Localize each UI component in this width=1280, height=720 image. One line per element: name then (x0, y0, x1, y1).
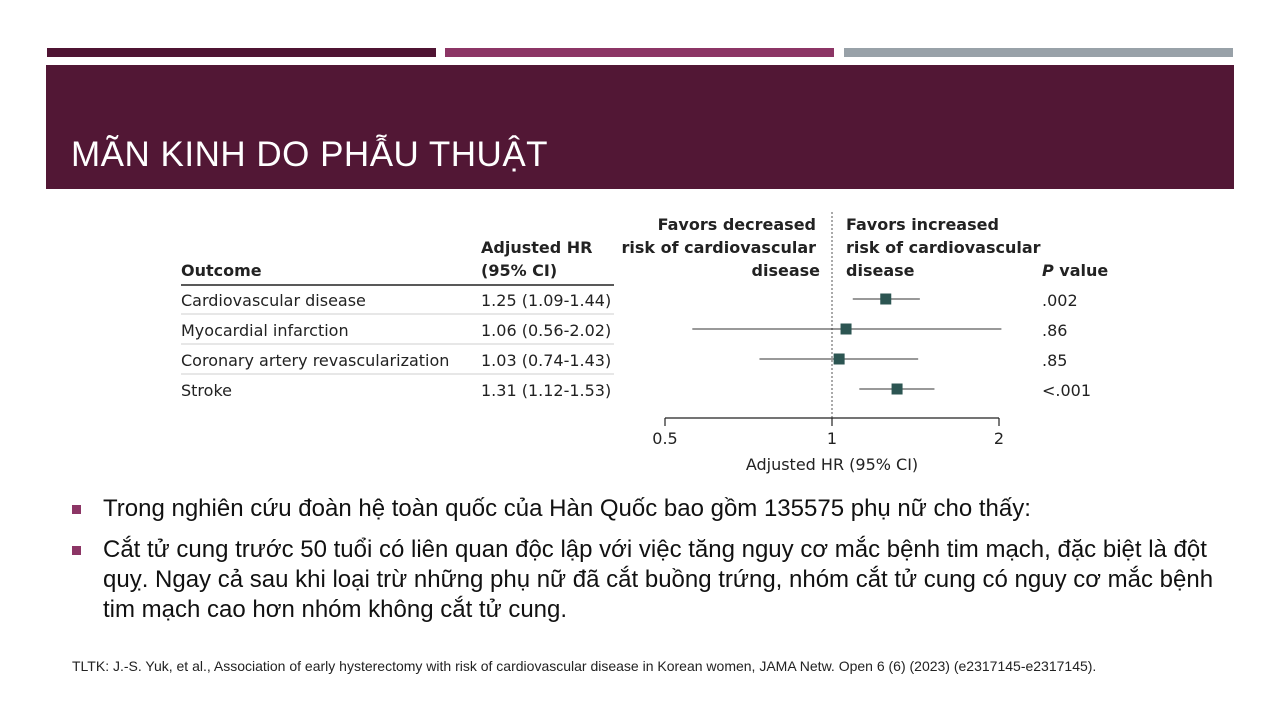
bullet-marker (72, 505, 81, 514)
p-value-0: .002 (1042, 291, 1078, 310)
bullet-item (72, 494, 1222, 524)
forest-plot (0, 190, 1280, 480)
x-tick-label: 1 (826, 429, 838, 448)
favors-left-line1: Favors decreased (657, 215, 816, 234)
p-value-header-italic: P (1042, 261, 1054, 280)
hr-marker-2 (834, 354, 845, 365)
bullet-text-0: Trong nghiên cứu đoàn hệ toàn quốc của Hàn Quốc bao gồm 135575 phụ nữ cho thấy: (103, 495, 1031, 522)
favors-right-line1: Favors increased (846, 215, 999, 234)
reference-citation: TLTK: J.-S. Yuk, et al., Association of early hysterectomy with risk of cardiovascular disease in Korean women, JAMA Netw. Open 6 (6) (2023) (e2317145-e2317145). (72, 658, 1097, 674)
outcome-label-2: Coronary artery revascularization (181, 351, 450, 370)
favors-left-line3: disease (751, 261, 820, 280)
outcome-label-0: Cardiovascular disease (181, 291, 366, 310)
outcome-label-3: Stroke (181, 381, 232, 400)
bullet-list (72, 494, 1222, 636)
accent-bar-gray (844, 48, 1233, 57)
hr-column-header-line2: (95% CI) (481, 261, 558, 280)
p-value-header-rest: value (1053, 261, 1109, 280)
bullet-item (72, 535, 1222, 625)
p-value-2: .85 (1042, 351, 1068, 370)
x-tick-label: 0.5 (652, 429, 678, 448)
bullet-marker (72, 546, 81, 555)
hr-marker-1 (841, 324, 852, 335)
hr-text-2: 1.03 (0.74-1.43) (481, 351, 612, 370)
p-value-1: .86 (1042, 321, 1068, 340)
hr-column-header-line1: Adjusted HR (481, 238, 593, 257)
x-axis-label: Adjusted HR (95% CI) (745, 455, 919, 474)
favors-right-line3: disease (846, 261, 915, 280)
hr-text-0: 1.25 (1.09-1.44) (481, 291, 612, 310)
accent-bar-magenta (445, 48, 834, 57)
p-value-column-header (1042, 261, 1108, 280)
outcome-column-header: Outcome (181, 261, 262, 280)
title-banner (46, 65, 1234, 189)
hr-text-1: 1.06 (0.56-2.02) (481, 321, 612, 340)
bullet-text-1: Cắt tử cung trước 50 tuổi có liên quan độc lập với việc tăng nguy cơ mắc bệnh tim mạch, đặc biệt là đột quỵ. Ngay cả sau khi loại trừ những phụ nữ đã cắt buồng trứng, nhóm cắt tử cung có nguy cơ mắc bệnh tim mạch cao hơn nhóm không cắt tử cung. (103, 536, 1214, 623)
p-value-3: <.001 (1042, 381, 1092, 400)
accent-bar-dark (47, 48, 436, 57)
slide-title: MÃN KINH DO PHẪU THUẬT (71, 135, 549, 174)
hr-marker-0 (880, 294, 891, 305)
x-axis-ticks (652, 418, 1004, 448)
favors-right-line2: risk of cardiovascular (846, 238, 1041, 257)
hr-marker-3 (892, 384, 903, 395)
outcome-label-1: Myocardial infarction (181, 321, 349, 340)
hr-text-3: 1.31 (1.12-1.53) (481, 381, 612, 400)
favors-left-line2: risk of cardiovascular (621, 238, 816, 257)
x-tick-label: 2 (993, 429, 1005, 448)
forest-marks (692, 294, 1001, 395)
